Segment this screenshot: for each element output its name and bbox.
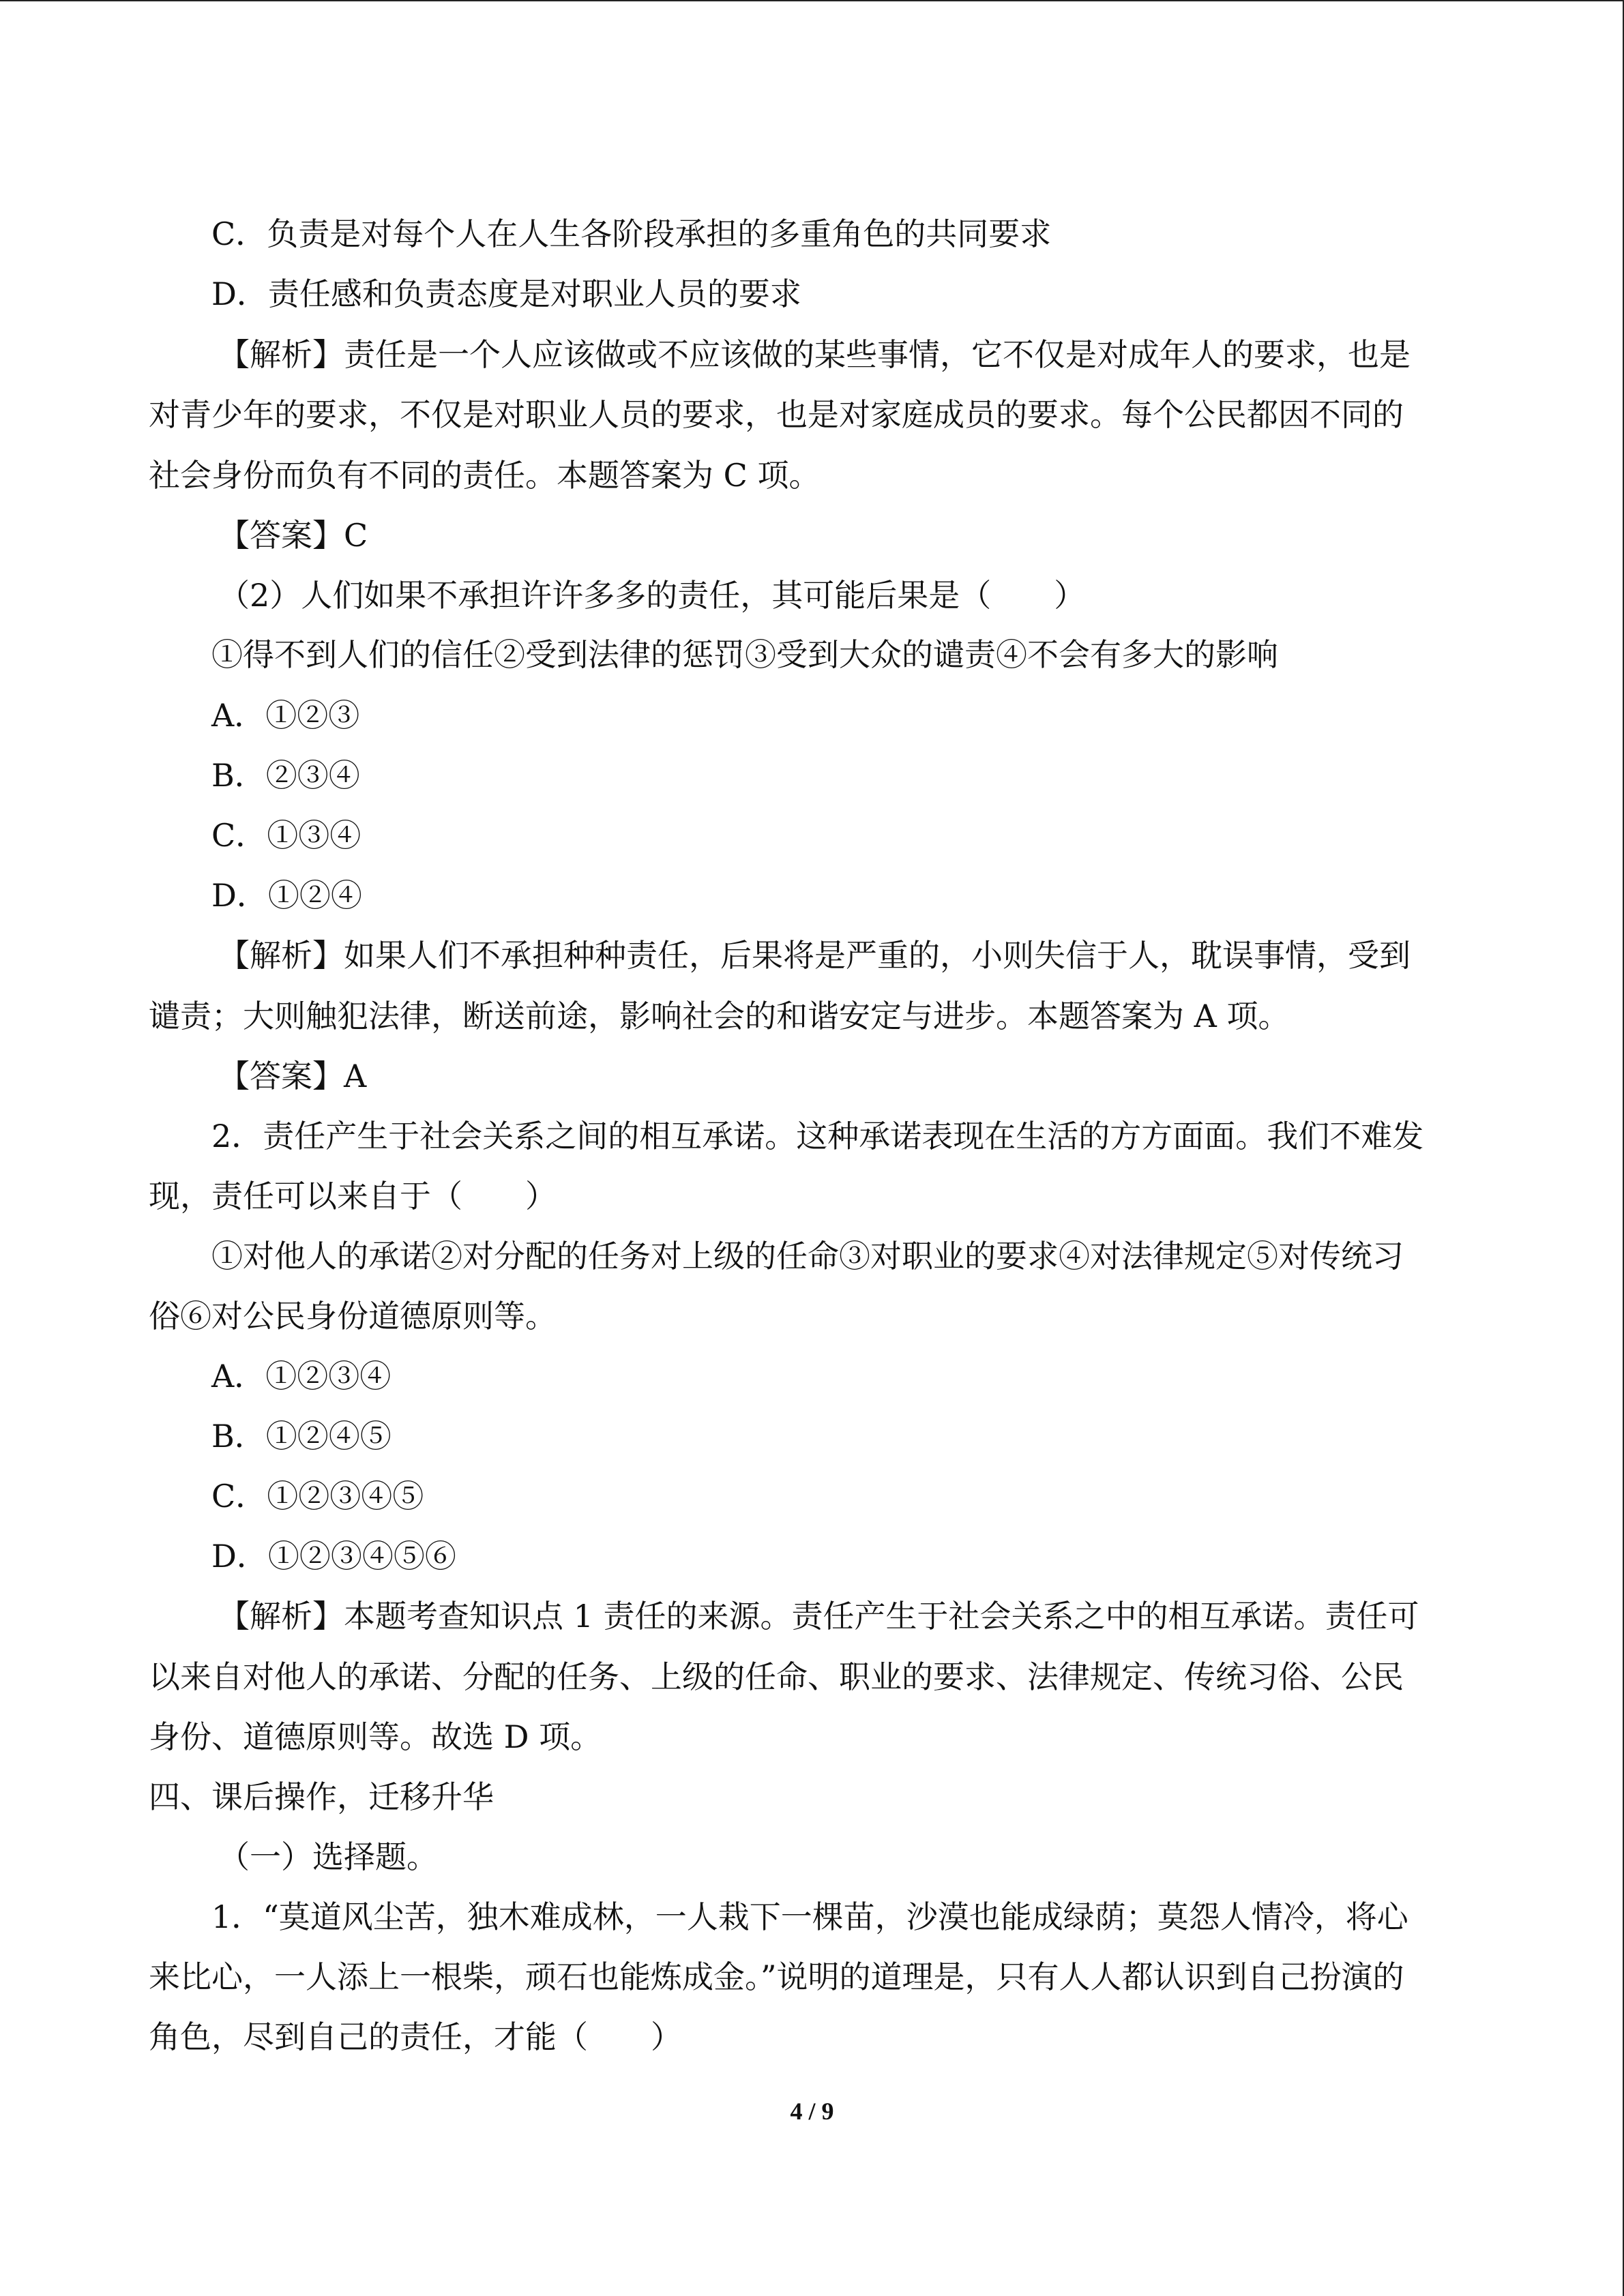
option-c: C．①②③④⑤ [211, 1478, 424, 1515]
question-2-statements: ①得不到人们的信任②受到法律的惩罚③受到大众的谴责④不会有多大的影响 [211, 636, 1278, 673]
question-1-line-3: 角色，尽到自己的责任，才能（ ） [149, 2018, 682, 2055]
option-c: C．①③④ [211, 817, 361, 854]
analysis-line-2: 对青少年的要求，不仅是对职业人员的要求，也是对家庭成员的要求。每个公民都因不同的 [149, 396, 1404, 433]
option-a: A．①②③ [211, 697, 360, 734]
question-2-statements-cont: 俗⑥对公民身份道德原则等。 [149, 1298, 557, 1335]
analysis-line-1: 【解析】责任是一个人应该做或不应该做的某些事情，它不仅是对成年人的要求，也是 [218, 336, 1411, 373]
option-d: D．责任感和负责态度是对职业人员的要求 [211, 275, 801, 312]
question-2-main-cont: 现，责任可以来自于（ ） [149, 1178, 557, 1214]
answer-line: 【答案】C [218, 517, 368, 554]
question-1-line-2: 来比心，一人添上一根柴，顽石也能炼成金。”说明的道理是，只有人人都认识到自己扮演的 [149, 1958, 1404, 1995]
option-d: D．①②③④⑤⑥ [211, 1538, 456, 1575]
option-c: C．负责是对每个人在人生各阶段承担的多重角色的共同要求 [211, 215, 1052, 252]
section-heading: 四、课后操作，迁移升华 [149, 1778, 494, 1815]
answer-line: 【答案】A [218, 1058, 367, 1094]
analysis-line-3: 社会身份而负有不同的责任。本题答案为 C 项。 [149, 457, 821, 494]
question-2-statements: ①对他人的承诺②对分配的任务对上级的任命③对职业的要求④对法律规定⑤对传统习 [211, 1238, 1404, 1274]
option-b: B．①②④⑤ [211, 1418, 392, 1455]
question-2: （2）人们如果不承担许许多多的责任，其可能后果是（ ） [218, 577, 1086, 614]
subsection-heading: （一）选择题。 [218, 1838, 438, 1875]
option-d: D．①②④ [211, 877, 362, 914]
page-right-border [1621, 0, 1624, 2296]
analysis-line-1: 【解析】本题考查知识点 1 责任的来源。责任产生于社会关系之中的相互承诺。责任可 [218, 1598, 1419, 1635]
question-1-line-1: 1．“莫道风尘苦，独木难成林，一人栽下一棵苗，沙漠也能成绿荫；莫怨人情冷，将心 [211, 1898, 1408, 1935]
analysis-line-3: 身份、道德原则等。故选 D 项。 [149, 1718, 602, 1755]
question-2-main: 2．责任产生于社会关系之间的相互承诺。这种承诺表现在生活的方方面面。我们不难发 [211, 1118, 1424, 1154]
analysis-line-2: 谴责；大则触犯法律，断送前途，影响社会的和谐安定与进步。本题答案为 A 项。 [149, 998, 1290, 1034]
option-b: B．②③④ [211, 757, 360, 794]
analysis-line-1: 【解析】如果人们不承担种种责任，后果将是严重的，小则失信于人，耽误事情，受到 [218, 937, 1411, 974]
option-a: A．①②③④ [211, 1358, 392, 1395]
analysis-line-2: 以来自对他人的承诺、分配的任务、上级的任命、职业的要求、法律规定、传统习俗、公民 [149, 1658, 1404, 1695]
page-number: 4 / 9 [790, 2098, 834, 2125]
page-top-border [0, 0, 1623, 3]
